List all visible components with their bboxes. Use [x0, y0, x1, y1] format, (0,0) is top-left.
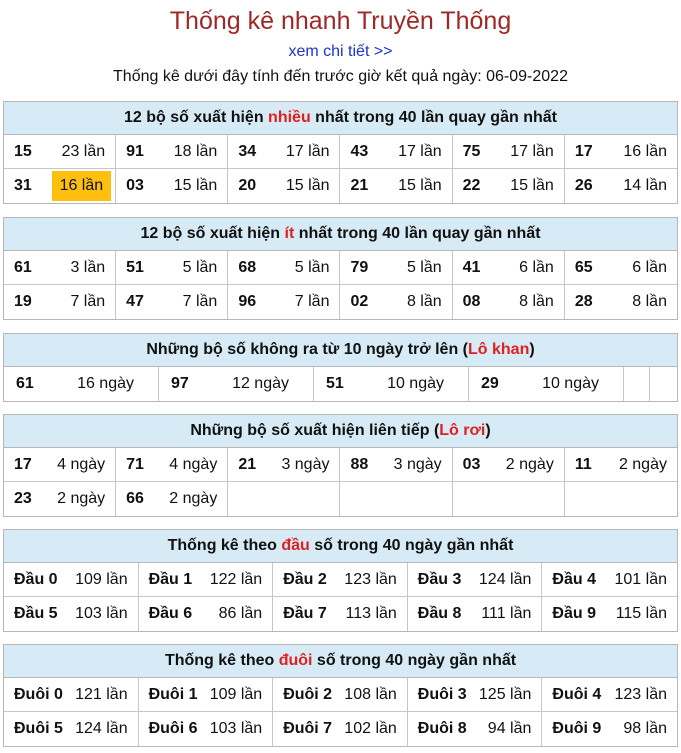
stat-key: 15 — [14, 142, 32, 160]
least-frequent-section — [3, 217, 678, 320]
stat-cell — [565, 285, 677, 319]
stat-key: Đuôi 2 — [283, 685, 333, 703]
stat-key: 19 — [14, 293, 32, 310]
stat-value: 101 lần — [614, 570, 667, 588]
stat-key: 31 — [14, 177, 32, 194]
stat-value: 124 lần — [478, 570, 532, 588]
stat-value: 113 lần — [345, 605, 397, 622]
stat-cell — [408, 597, 543, 631]
least-grid — [4, 251, 677, 319]
section-title — [4, 102, 677, 135]
stat-cell — [453, 448, 565, 482]
stat-cell — [116, 482, 228, 516]
stat-key: 21 — [238, 455, 257, 473]
stat-key: Đầu 9 — [552, 605, 596, 622]
stat-value: 2 ngày — [57, 490, 106, 507]
stat-cell — [228, 285, 340, 319]
stat-cell — [453, 285, 565, 319]
section-title — [4, 645, 677, 678]
stat-key: 03 — [126, 177, 144, 194]
stat-value: 16 ngày — [77, 375, 134, 392]
stat-key: 20 — [238, 177, 257, 194]
title-text: ) — [485, 422, 491, 439]
stat-value: 122 lần — [209, 570, 263, 588]
stat-key: 91 — [126, 142, 144, 160]
title-text: nhất trong 40 lần quay gần nhất — [310, 109, 557, 126]
empty-cell — [624, 367, 650, 401]
stat-key: 96 — [238, 293, 257, 310]
stat-cell — [159, 367, 314, 401]
stat-key: 61 — [16, 375, 34, 392]
stat-cell — [469, 367, 624, 401]
stat-key: 23 — [14, 490, 32, 507]
stat-cell — [4, 563, 139, 597]
stat-value: 18 lần — [173, 142, 218, 160]
stat-value: 15 lần — [398, 177, 442, 194]
title-text: Những bộ số không ra từ 10 ngày trở lên ( — [146, 341, 468, 358]
stat-value: 5 lần — [406, 258, 442, 276]
stat-cell — [408, 678, 543, 712]
most-grid — [4, 135, 677, 203]
empty-cell — [228, 482, 340, 516]
stat-cell — [116, 251, 228, 285]
stat-key: Đầu 4 — [552, 570, 596, 588]
stat-key: 11 — [574, 455, 592, 473]
stat-cell — [273, 712, 408, 746]
title-text: số trong 40 ngày gần nhất — [309, 537, 514, 554]
stat-cell — [4, 367, 159, 401]
details-link[interactable]: xem chi tiết >> — [288, 43, 393, 60]
empty-cell — [340, 482, 452, 516]
stat-cell — [273, 563, 408, 597]
stat-value: 17 lần — [510, 142, 554, 160]
stat-value: 108 lần — [344, 685, 397, 703]
title-text: nhất trong 40 lần quay gần nhất — [294, 225, 541, 242]
stat-value: 103 lần — [75, 605, 128, 622]
most-frequent-section — [3, 101, 678, 204]
stat-cell — [453, 135, 565, 169]
stat-key: 71 — [126, 455, 144, 473]
stat-cell — [228, 251, 340, 285]
dau-section — [3, 529, 678, 632]
stat-value: 7 lần — [294, 293, 330, 310]
dau-grid — [4, 563, 677, 631]
stat-key: 88 — [350, 455, 369, 473]
stat-cell — [565, 251, 677, 285]
stat-value: 7 lần — [182, 293, 218, 310]
stat-cell — [408, 563, 543, 597]
stat-key: Đuôi 5 — [14, 720, 63, 737]
stat-value: 15 lần — [510, 177, 554, 194]
stat-value: 109 lần — [75, 570, 128, 588]
stat-cell — [4, 678, 139, 712]
section-title — [4, 530, 677, 563]
stat-key: 28 — [574, 293, 593, 310]
stat-key: 75 — [462, 142, 481, 160]
stat-value: 86 lần — [218, 605, 263, 622]
stat-cell — [273, 597, 408, 631]
title-highlight: nhiều — [268, 109, 311, 126]
stat-key: Đầu 8 — [417, 605, 462, 622]
stat-key: Đầu 6 — [148, 605, 193, 622]
stat-cell — [4, 135, 116, 169]
khan-grid — [4, 367, 677, 401]
stat-key: Đuôi 8 — [417, 720, 467, 737]
title-text: 12 bộ số xuất hiện — [124, 109, 269, 126]
stat-value: 8 lần — [406, 293, 442, 310]
stat-cell — [116, 285, 228, 319]
stat-key: Đầu 3 — [417, 570, 462, 588]
stat-value: 6 lần — [632, 258, 667, 276]
stat-cell — [228, 169, 340, 203]
stat-value: 8 lần — [519, 293, 554, 310]
stat-key: 68 — [238, 258, 257, 276]
stat-key: 34 — [238, 142, 257, 160]
lo-roi-section — [3, 414, 678, 517]
stat-key: 61 — [14, 258, 32, 276]
empty-cell — [565, 482, 677, 516]
stat-key: 41 — [462, 258, 481, 276]
duoi-section — [3, 644, 678, 747]
lo-khan-section — [3, 333, 678, 402]
stat-cell — [408, 712, 543, 746]
title-highlight: ít — [284, 225, 295, 242]
stat-value: 8 lần — [632, 293, 667, 310]
page-header — [0, 0, 681, 88]
stat-cell — [228, 448, 340, 482]
stat-value: 5 lần — [294, 258, 330, 276]
stat-cell — [4, 597, 139, 631]
stat-cell — [340, 285, 452, 319]
stat-value: 6 lần — [519, 258, 554, 276]
stat-value: 15 lần — [285, 177, 330, 194]
stat-key: 17 — [14, 455, 32, 473]
stat-value: 124 lần — [75, 720, 128, 737]
title-highlight: đầu — [281, 537, 310, 554]
title-text: Thống kê theo — [164, 652, 279, 669]
stat-key: Đuôi 3 — [417, 685, 467, 703]
stat-key: Đầu 0 — [14, 570, 58, 588]
stat-value: 103 lần — [209, 720, 263, 737]
section-title — [4, 415, 677, 448]
stat-value: 3 ngày — [281, 455, 330, 473]
stat-cell — [116, 135, 228, 169]
stat-value: 2 ngày — [618, 455, 667, 473]
stat-value: 10 ngày — [387, 375, 444, 392]
title-text: Thống kê theo — [167, 537, 282, 554]
stat-cell — [542, 563, 677, 597]
stat-key: Đầu 7 — [283, 605, 327, 622]
stat-value: 17 lần — [398, 142, 442, 160]
stat-cell — [4, 482, 116, 516]
stat-cell — [453, 251, 565, 285]
stat-cell — [228, 135, 340, 169]
stat-cell — [542, 712, 677, 746]
stat-key: 21 — [350, 177, 369, 194]
stat-value: 17 lần — [285, 142, 330, 160]
title-text: số trong 40 ngày gần nhất — [312, 652, 517, 669]
stat-value: 12 ngày — [232, 375, 289, 392]
stat-key: Đuôi 6 — [148, 720, 198, 737]
roi-grid — [4, 448, 677, 516]
stat-cell — [314, 367, 469, 401]
stat-key: Đuôi 4 — [552, 685, 602, 703]
stat-cell — [4, 448, 116, 482]
stat-value: 23 lần — [61, 142, 106, 160]
stat-value: 15 lần — [173, 177, 218, 194]
stat-cell — [542, 597, 677, 631]
stat-cell — [565, 169, 677, 203]
stat-cell — [565, 448, 677, 482]
stat-key: 17 — [574, 142, 593, 160]
stat-key: Đầu 1 — [148, 570, 193, 588]
stat-key: Đuôi 1 — [148, 685, 198, 703]
title-text: Những bộ số xuất hiện liên tiếp ( — [190, 422, 440, 439]
section-title — [4, 218, 677, 251]
stat-value: 3 lần — [70, 258, 106, 276]
stat-cell — [340, 251, 452, 285]
stat-cell — [4, 251, 116, 285]
stat-value: 123 lần — [344, 570, 397, 588]
stat-value: 3 ngày — [393, 455, 442, 473]
stat-value: 5 lần — [182, 258, 218, 276]
stat-key: 66 — [126, 490, 144, 507]
stat-key: 47 — [126, 293, 144, 310]
section-title — [4, 334, 677, 367]
stat-key: Đuôi 9 — [552, 720, 602, 737]
stat-value: 123 lần — [614, 685, 667, 703]
stat-value: 109 lần — [209, 685, 263, 703]
stat-value: 2 ngày — [169, 490, 218, 507]
title-highlight: Lô khan — [468, 341, 530, 358]
stat-cell — [139, 597, 274, 631]
stat-value: 121 lần — [75, 685, 128, 703]
stat-key: 51 — [126, 258, 144, 276]
stat-key: 26 — [574, 177, 593, 194]
stat-key: 79 — [350, 258, 369, 276]
stat-cell — [340, 448, 452, 482]
stat-value: 111 lần — [481, 605, 532, 622]
title-text: 12 bộ số xuất hiện — [140, 225, 285, 242]
empty-cell — [650, 367, 677, 401]
stat-cell — [139, 712, 274, 746]
stat-cell — [4, 285, 116, 319]
stat-key: 22 — [462, 177, 481, 194]
page-subtitle: Thống kê dưới đây tính đến trước giờ kết quả ngày: 06-09-2022 — [113, 68, 568, 85]
title-text: ) — [529, 341, 535, 358]
stat-value: 4 ngày — [169, 455, 218, 473]
stat-cell — [139, 678, 274, 712]
stat-value: 115 lần — [615, 605, 667, 622]
stat-cell — [116, 169, 228, 203]
stat-cell — [453, 169, 565, 203]
stat-key: 43 — [350, 142, 369, 160]
stat-value: 7 lần — [70, 293, 106, 310]
stat-value: 102 lần — [344, 720, 397, 737]
stat-key: 08 — [462, 293, 481, 310]
stat-key: 03 — [462, 455, 481, 473]
stat-cell — [340, 169, 452, 203]
title-highlight: Lô rơi — [439, 422, 486, 439]
stat-cell — [139, 563, 274, 597]
stat-cell — [273, 678, 408, 712]
stat-cell — [542, 678, 677, 712]
stat-value: 98 lần — [623, 720, 667, 737]
stat-cell — [565, 135, 677, 169]
duoi-grid — [4, 678, 677, 746]
stat-value: 4 ngày — [57, 455, 106, 473]
title-highlight: đuôi — [278, 652, 313, 669]
stat-key: 97 — [171, 375, 189, 392]
stat-key: 51 — [326, 375, 344, 392]
stat-value: 14 lần — [623, 177, 667, 194]
stat-key: 65 — [574, 258, 593, 276]
stat-cell — [4, 712, 139, 746]
stat-value: 94 lần — [487, 720, 532, 737]
stat-cell — [340, 135, 452, 169]
stat-value: 2 ngày — [505, 455, 554, 473]
empty-cell — [453, 482, 565, 516]
stat-key: Đầu 5 — [14, 605, 58, 622]
stat-key: 29 — [481, 375, 499, 392]
stat-value: 125 lần — [478, 685, 532, 703]
stat-key: Đuôi 7 — [283, 720, 333, 737]
stat-key: Đuôi 0 — [14, 685, 63, 703]
stat-cell — [116, 448, 228, 482]
stat-value: 16 lần — [52, 171, 112, 201]
stat-value: 10 ngày — [542, 375, 599, 392]
stat-key: 02 — [350, 293, 369, 310]
stat-key: Đầu 2 — [283, 570, 327, 588]
stat-value: 16 lần — [623, 142, 667, 160]
stat-cell — [4, 169, 116, 203]
page-title: Thống kê nhanh Truyền Thống — [169, 7, 512, 35]
